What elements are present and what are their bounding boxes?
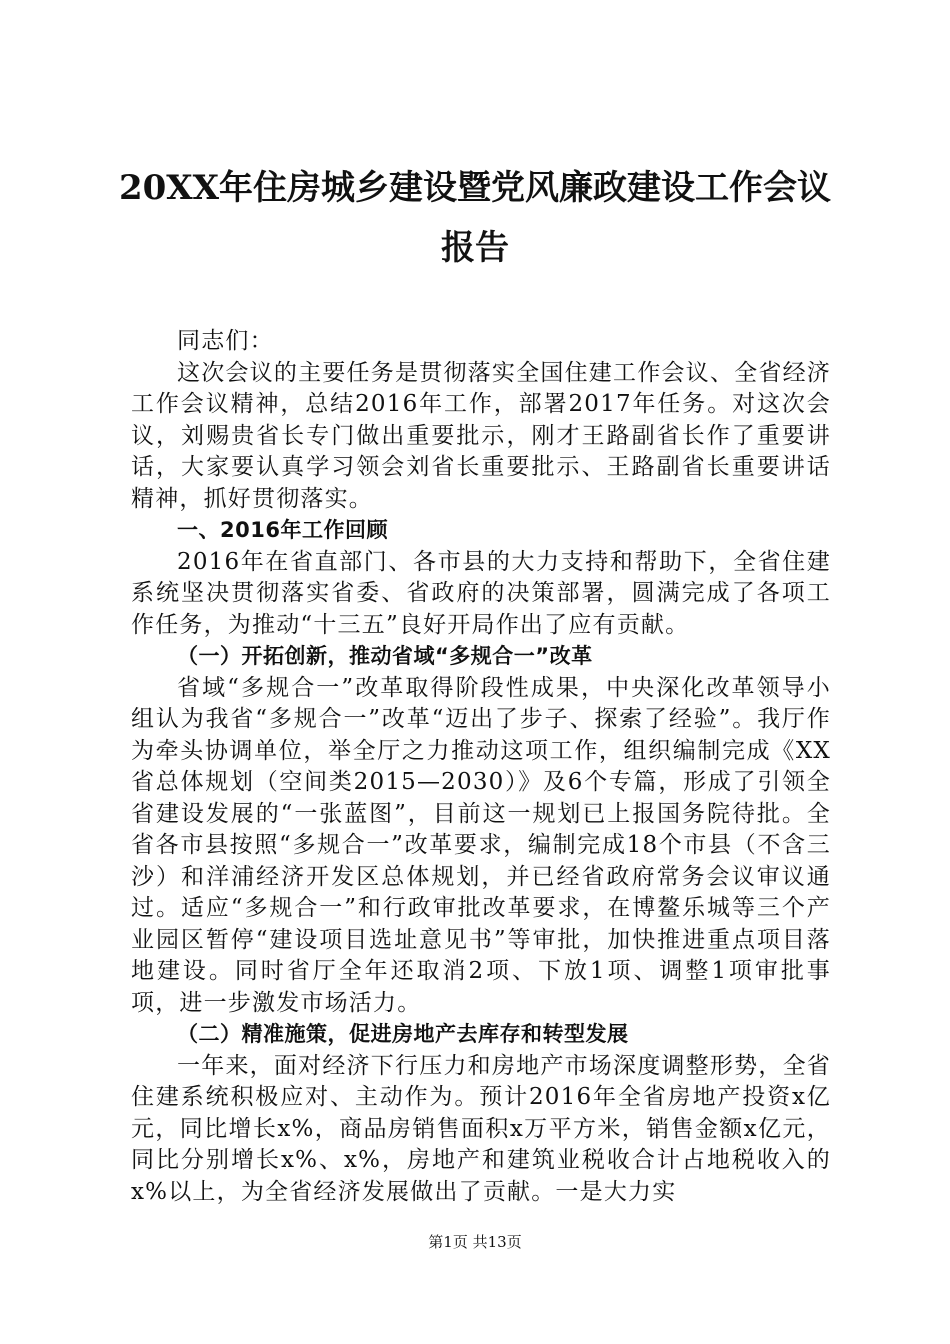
- subsection-heading-1: （一）开拓创新，推动省域“多规合一”改革: [177, 644, 593, 668]
- subsection-2-paragraph: 一年来，面对经济下行压力和房地产市场深度调整形势，全省住建系统积极应对、主动作为。预计2016年全省房地产投资x亿元，同比增长x%，商品房销售面积x万平方米，销售金额x亿元，同比分别增长x%、x%，房地产和建筑业税收合计占地税收入的x%以上，为全省经济发展做出了贡献。一是大力实: [131, 1052, 831, 1205]
- section-heading-1: 一、2016年工作回顾: [177, 518, 388, 542]
- intro-paragraph: 这次会议的主要任务是贯彻落实全国住建工作会议、全省经济工作会议精神，总结2016年工作，部署2017年任务。对这次会议，刘赐贵省长专门做出重要批示，刚才王路副省长作了重要讲话，大家要认真学习领会刘省长重要批示、王路副省长重要讲话精神，抓好贯彻落实。: [131, 359, 831, 512]
- document-title: 20XX年住房城乡建设暨党风廉政建设工作会议报告: [118, 168, 832, 268]
- document-body: [131, 326, 831, 1208]
- salutation: 同志们：: [177, 328, 274, 354]
- subsection-1-paragraph: 省域“多规合一”改革取得阶段性成果，中央深化改革领导小组认为我省“多规合一”改革“迈出了步子、探索了经验”。我厅作为牵头协调单位，举全厅之力推动这项工作，组织编制完成《XX省总体规划（空间类2015—2030）》及6个专篇，形成了引领全省建设发展的“一张蓝图”，目前这一规划已上报国务院待批。全省各市县按照“多规合一”改革要求，编制完成18个市县（不含三沙）和洋浦经济开发区总体规划，并已经省政府常务会议审议通过。适应“多规合一”和行政审批改革要求，在博鳌乐城等三个产业园区暂停“建设项目选址意见书”等审批，加快推进重点项目落地建设。同时省厅全年还取消2项、下放1项、调整1项审批事项，进一步激发市场活力。: [131, 674, 831, 1016]
- section-1-paragraph: 2016年在省直部门、各市县的大力支持和帮助下，全省住建系统坚决贯彻落实省委、省政府的决策部署，圆满完成了各项工作任务，为推动“十三五”良好开局作出了应有贡献。: [131, 548, 831, 638]
- page-number: 第1页 共13页: [428, 1233, 522, 1251]
- subsection-heading-2: （二）精准施策，促进房地产去库存和转型发展: [177, 1022, 629, 1046]
